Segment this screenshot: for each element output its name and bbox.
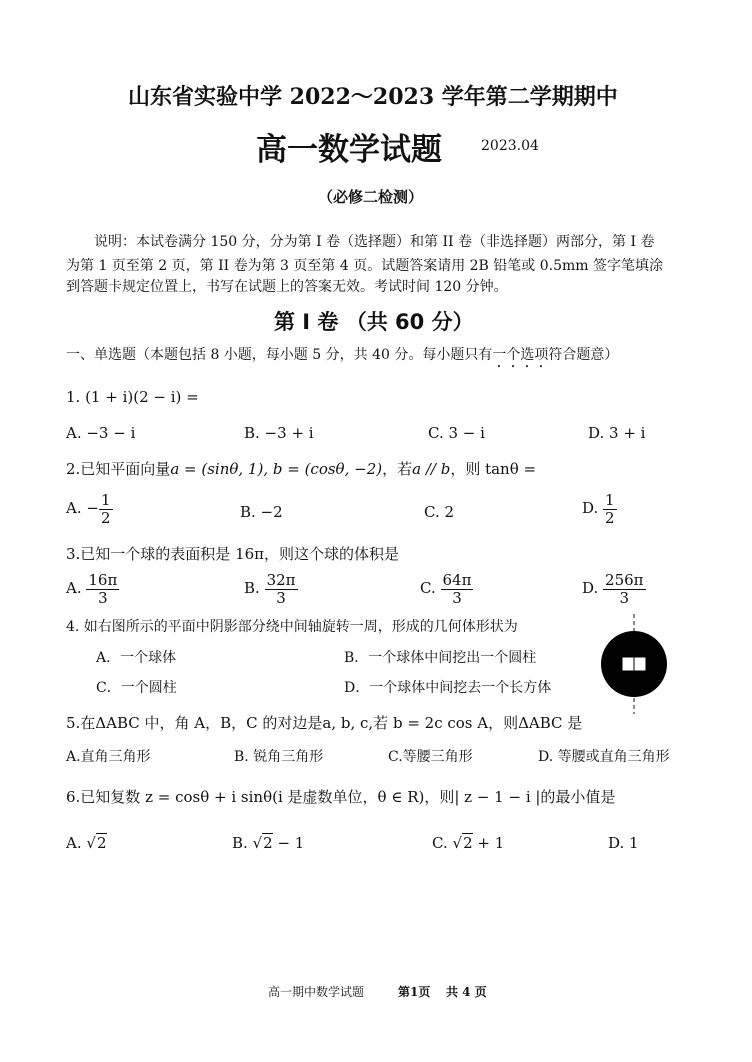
q6-b-radicand: 2 [263, 834, 273, 852]
q4-option-a: A．一个球体 [96, 650, 177, 666]
q6-option-c [432, 834, 504, 852]
q6-stem: 6.已知复数 z = cosθ + i sinθ(i 是虚数单位，θ ∈ R)，则| z − 1 − i |的最小值是 [66, 788, 616, 806]
q5-option-a: A.直角三角形 [66, 749, 151, 765]
q3-c-fraction [441, 572, 474, 606]
q1-option-c: C. 3 − i [428, 424, 485, 442]
q2-a-sign: − [86, 499, 99, 517]
q3-b-den: 3 [276, 588, 286, 607]
q2-a-num: 1 [100, 491, 111, 509]
instructions-line-3: 到答题卡规定位置上，书写在试题上的答案无效。考试时间 120 分钟。 [66, 279, 508, 295]
q3-a-label: A. [66, 579, 82, 597]
q3-c-den: 3 [452, 588, 462, 607]
q2-stem-vectors: a = (sinθ, 1), b = (cosθ, −2) [170, 460, 383, 478]
q6-b-tail: − 1 [272, 834, 305, 852]
q3-d-label: D. [582, 579, 599, 597]
q1-option-a: A. −3 − i [66, 424, 136, 442]
q3-d-den: 3 [619, 588, 630, 607]
part1-title: 第 I 卷 （共 60 分） [274, 310, 474, 334]
q3-c-num: 64π [442, 571, 472, 589]
q5-option-d: D. 等腰或直角三角形 [538, 749, 670, 765]
q3-a-num: 16π [88, 571, 118, 589]
q3-option-d [582, 572, 646, 606]
q6-a-radicand: 2 [96, 834, 107, 852]
q2-option-c: C. 2 [424, 503, 455, 521]
q4-option-b: B．一个球体中间挖出一个圆柱 [344, 650, 537, 666]
q4-stem: 4. 如右图所示的平面中阴影部分绕中间轴旋转一周，形成的几何体形状为 [66, 619, 518, 635]
section1-heading [66, 344, 618, 371]
q6-a-label: A. [66, 834, 82, 852]
q3-c-label: C. [420, 579, 436, 597]
section1-heading-emphasis: 一个选项 [492, 347, 549, 363]
q6-option-b [232, 834, 304, 852]
q2-a-fraction [99, 492, 113, 526]
q2-stem-parallel: a // b [412, 460, 451, 478]
section1-heading-c: 符合题意） [548, 347, 619, 363]
q2-option-d [582, 492, 617, 526]
q5-stem: 5.在ΔABC 中，角 A，B，C 的对边是a, b, c,若 b = 2c cos A，则ΔABC 是 [66, 714, 583, 732]
q3-option-c [420, 572, 473, 606]
q3-d-fraction [603, 572, 646, 606]
q1-option-d: D. 3 + i [588, 424, 646, 442]
instructions-line-1: 说明：本试卷满分 150 分，分为第 I 卷（选择题）和第 II 卷（非选择题）两部分，第 I 卷 [94, 234, 655, 250]
q3-a-den: 3 [98, 588, 108, 607]
footer-page: 第1页 [398, 985, 431, 999]
q2-stem-a: 2.已知平面向量 [66, 460, 171, 478]
school-line: 山东省实验中学 2022～2023 学年第二学期期中 [128, 84, 618, 110]
q2-option-b: B. −2 [240, 503, 283, 521]
q2-a-den: 2 [100, 508, 111, 527]
q3-d-num: 256π [605, 571, 644, 589]
q2-option-a [66, 492, 113, 526]
q2-d-num: 1 [605, 491, 615, 509]
q3-a-fraction [86, 572, 119, 606]
q1-stem: 1. (1 + i)(2 − i) = [66, 388, 199, 406]
q6-c-label: C. [432, 834, 448, 852]
q5-option-c: C.等腰三角形 [388, 749, 473, 765]
q4-option-c: C．一个圆柱 [96, 680, 177, 696]
q3-b-fraction [265, 572, 298, 606]
q1-option-b: B. −3 + i [244, 424, 314, 442]
sqrt-icon: √ [86, 834, 96, 852]
subtitle: （必修二检测） [318, 188, 424, 206]
footer-total: 共 4 页 [446, 985, 487, 999]
q3-option-a [66, 572, 119, 606]
q6-b-label: B. [232, 834, 248, 852]
q2-a-label: A. [66, 499, 82, 517]
q4-figure [598, 614, 670, 714]
q4-option-d: D．一个球体中间挖去一个长方体 [344, 680, 552, 696]
q2-stem-e: ，则 tanθ = [450, 460, 537, 478]
sqrt-icon: √ [252, 834, 263, 852]
instructions-line-2: 为第 1 页至第 2 页，第 II 卷为第 3 页至第 4 页。试题答案请用 2B 铅笔或 0.5mm 签字笔填涂 [66, 258, 664, 274]
q3-b-num: 32π [266, 571, 296, 589]
q3-option-b [244, 572, 298, 606]
q3-b-label: B. [244, 579, 260, 597]
q3-stem: 3.已知一个球的表面积是 16π，则这个球的体积是 [66, 545, 400, 563]
footer-title: 高一期中数学试题 [268, 985, 365, 999]
section1-heading-a: 一、单选题（本题包括 8 小题，每小题 5 分，共 40 分。每小题只有 [66, 347, 493, 363]
q6-option-d: D. 1 [608, 834, 639, 852]
exam-date: 2023.04 [481, 138, 539, 154]
q6-c-tail: + 1 [472, 834, 505, 852]
q6-c-radicand: 2 [463, 834, 473, 852]
q2-d-fraction [603, 492, 617, 526]
q2-stem [66, 458, 536, 479]
q6-option-a [66, 834, 107, 852]
q2-d-den: 2 [605, 508, 615, 527]
page-title: 高一数学试题 [256, 132, 442, 168]
q2-d-label: D. [582, 499, 599, 517]
q5-option-b: B. 锐角三角形 [234, 749, 324, 765]
sqrt-icon: √ [452, 834, 463, 852]
q2-stem-c: ，若 [382, 460, 413, 478]
